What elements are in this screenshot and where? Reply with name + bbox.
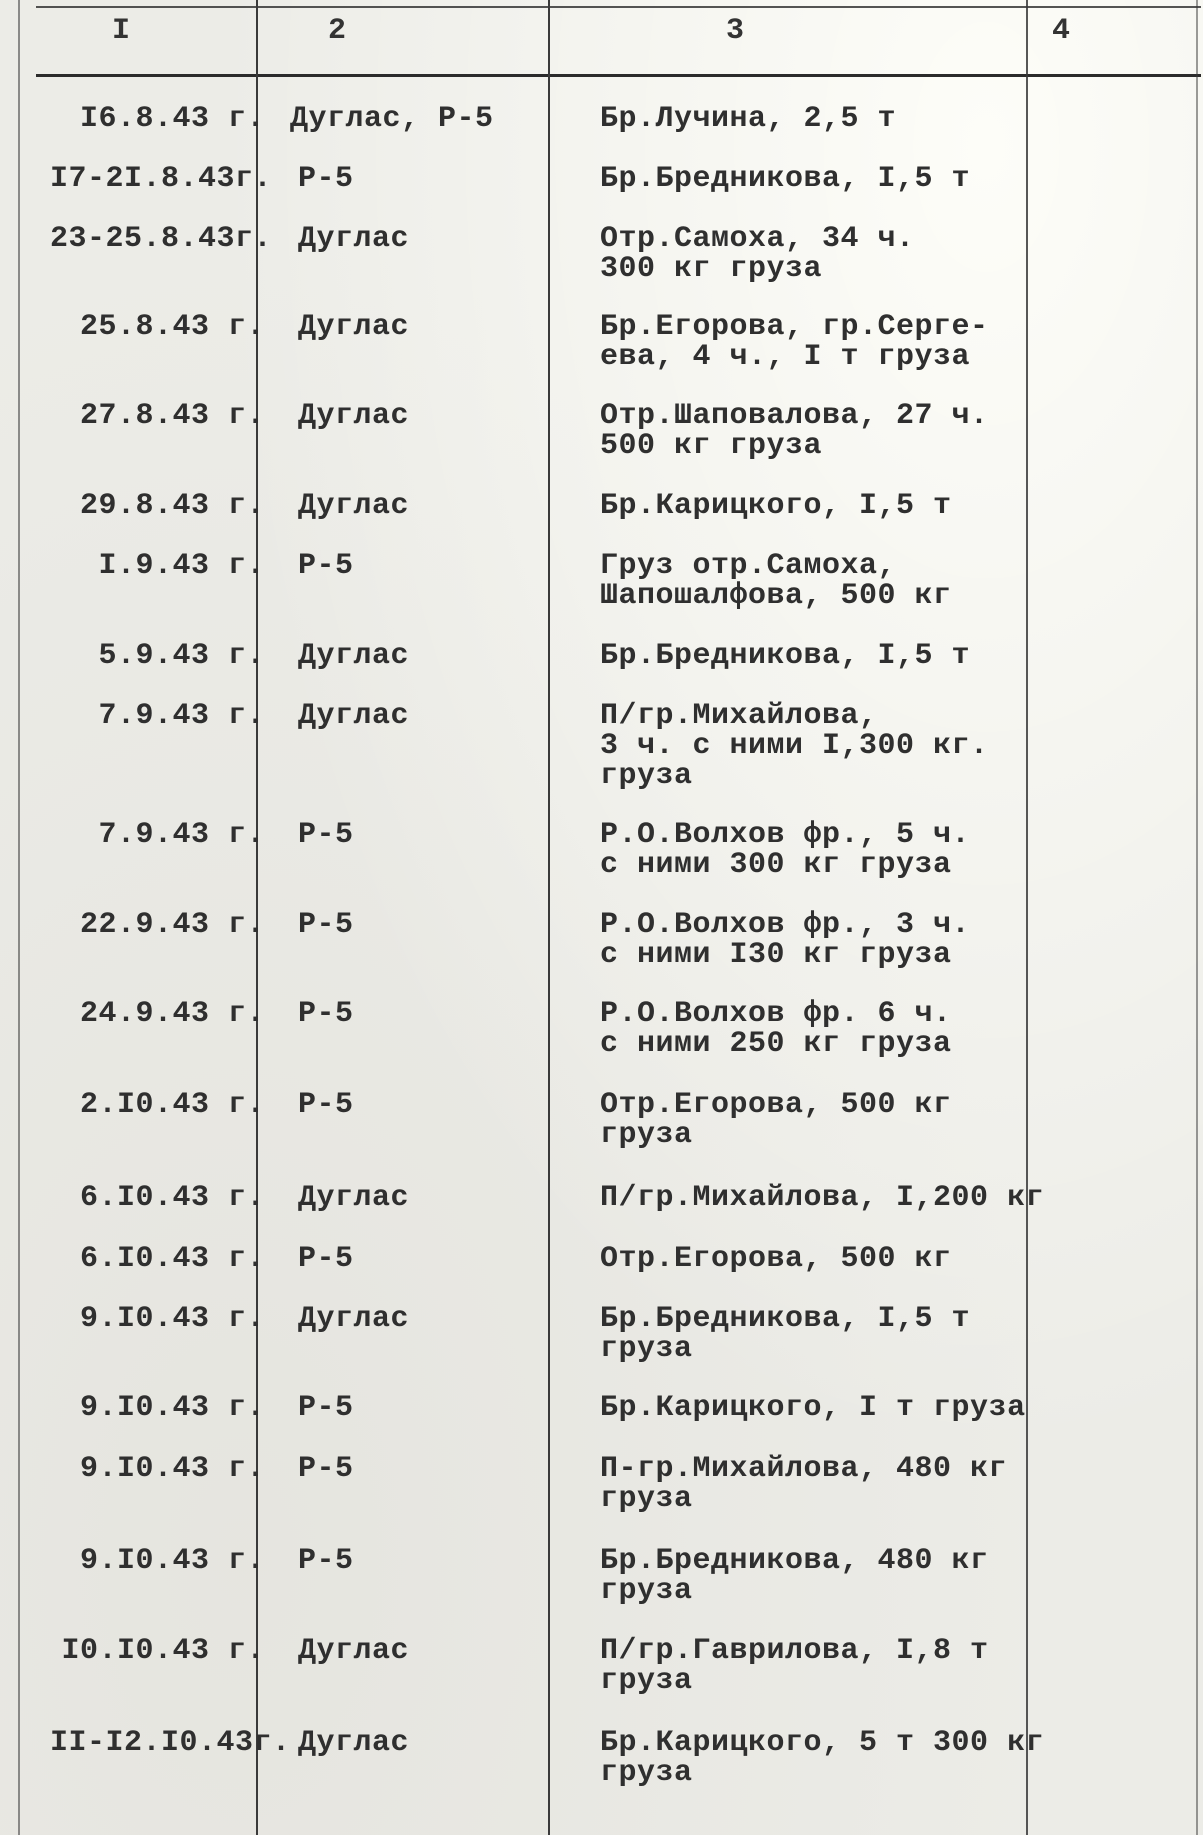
row-description: Бр.Бредникова, I,5 т груза [600, 1302, 971, 1366]
row-date: I0.I0.43 г. [61, 1634, 265, 1668]
row-date: 9.I0.43 г. [79, 1302, 265, 1336]
row-aircraft: Дуглас [298, 1181, 410, 1215]
row-description: П-гр.Михайлова, 480 кг груза [600, 1452, 1008, 1516]
row-date: 7.9.43 г. [98, 699, 265, 733]
row-description: Бр.Карицкого, I т груза [600, 1391, 1026, 1425]
row-description: Груз отр.Самоха, Шапошалфова, 500 кг [600, 549, 952, 613]
row-aircraft: Р-5 [298, 1544, 354, 1578]
column-header-4: 4 [1052, 14, 1071, 48]
column-divider-3 [1026, 0, 1028, 1835]
row-aircraft: Дуглас [298, 399, 410, 433]
row-aircraft: Дуглас [298, 1302, 410, 1336]
row-date: 22.9.43 г. [79, 908, 265, 942]
row-aircraft: Р-5 [298, 162, 354, 196]
row-date: II-I2.I0.43г. [50, 1726, 291, 1760]
row-aircraft: Дуглас [298, 222, 410, 256]
row-description: Бр.Бредникова, I,5 т [600, 162, 971, 196]
row-description: П/гр.Михайлова, I,200 кг [600, 1181, 1045, 1215]
row-date: 24.9.43 г. [79, 997, 265, 1031]
row-description: Отр.Шаповалова, 27 ч. 500 кг груза [600, 399, 989, 463]
row-description: П/гр.Михайлова, 3 ч. с ними I,300 кг. груза [600, 699, 989, 793]
row-description: Р.О.Волхов фр., 3 ч. с ними I30 кг груза [600, 908, 971, 972]
row-date: 9.I0.43 г. [79, 1391, 265, 1425]
row-aircraft: Р-5 [298, 1452, 354, 1486]
row-aircraft: Р-5 [298, 1242, 354, 1276]
column-header-1: I [112, 14, 131, 48]
row-aircraft: Р-5 [298, 1391, 354, 1425]
row-description: Бр.Карицкого, I,5 т [600, 489, 952, 523]
row-description: Отр.Егорова, 500 кг [600, 1242, 952, 1276]
row-description: Отр.Егорова, 500 кг груза [600, 1088, 952, 1152]
row-date: 6.I0.43 г. [79, 1181, 265, 1215]
row-date: I6.8.43 г. [79, 102, 265, 136]
row-description: Бр.Лучина, 2,5 т [600, 102, 897, 136]
row-aircraft: Дуглас [298, 310, 410, 344]
row-description: Отр.Самоха, 34 ч. 300 кг груза [600, 222, 915, 286]
row-date: 23-25.8.43г. [50, 222, 273, 256]
row-description: Бр.Бредникова, I,5 т [600, 639, 971, 673]
row-aircraft: Дуглас [298, 699, 410, 733]
row-description: Р.О.Волхов фр. 6 ч. с ними 250 кг груза [600, 997, 952, 1061]
column-divider-left [18, 0, 20, 1835]
row-date: 27.8.43 г. [79, 399, 265, 433]
row-description: П/гр.Гаврилова, I,8 т груза [600, 1634, 989, 1698]
row-aircraft: Р-5 [298, 997, 354, 1031]
row-aircraft: Р-5 [298, 908, 354, 942]
row-aircraft: Дуглас, Р-5 [290, 102, 494, 136]
column-divider-right [1196, 0, 1198, 1835]
column-divider-2 [548, 0, 550, 1835]
column-header-2: 2 [328, 14, 347, 48]
row-date: 6.I0.43 г. [79, 1242, 265, 1276]
row-date: 2.I0.43 г. [79, 1088, 265, 1122]
row-description: Бр.Карицкого, 5 т 300 кг груза [600, 1726, 1045, 1790]
column-header-3: 3 [726, 14, 745, 48]
row-description: Р.О.Волхов фр., 5 ч. с ними 300 кг груза [600, 818, 971, 882]
row-date: 29.8.43 г. [79, 489, 265, 523]
row-aircraft: Дуглас [298, 489, 410, 523]
row-description: Бр.Бредникова, 480 кг груза [600, 1544, 989, 1608]
row-aircraft: Дуглас [298, 1634, 410, 1668]
row-date: 25.8.43 г. [79, 310, 265, 344]
row-date: 7.9.43 г. [98, 818, 265, 852]
row-aircraft: Р-5 [298, 818, 354, 852]
row-date: 5.9.43 г. [98, 639, 265, 673]
row-aircraft: Р-5 [298, 549, 354, 583]
row-date: 9.I0.43 г. [79, 1544, 265, 1578]
row-aircraft: Дуглас [298, 639, 410, 673]
row-aircraft: Дуглас [298, 1726, 410, 1760]
row-date: I7-2I.8.43г. [50, 162, 273, 196]
row-date: 9.I0.43 г. [79, 1452, 265, 1486]
row-aircraft: Р-5 [298, 1088, 354, 1122]
row-description: Бр.Егорова, гр.Серге- ева, 4 ч., I т груза [600, 310, 989, 374]
row-date: I.9.43 г. [98, 549, 265, 583]
